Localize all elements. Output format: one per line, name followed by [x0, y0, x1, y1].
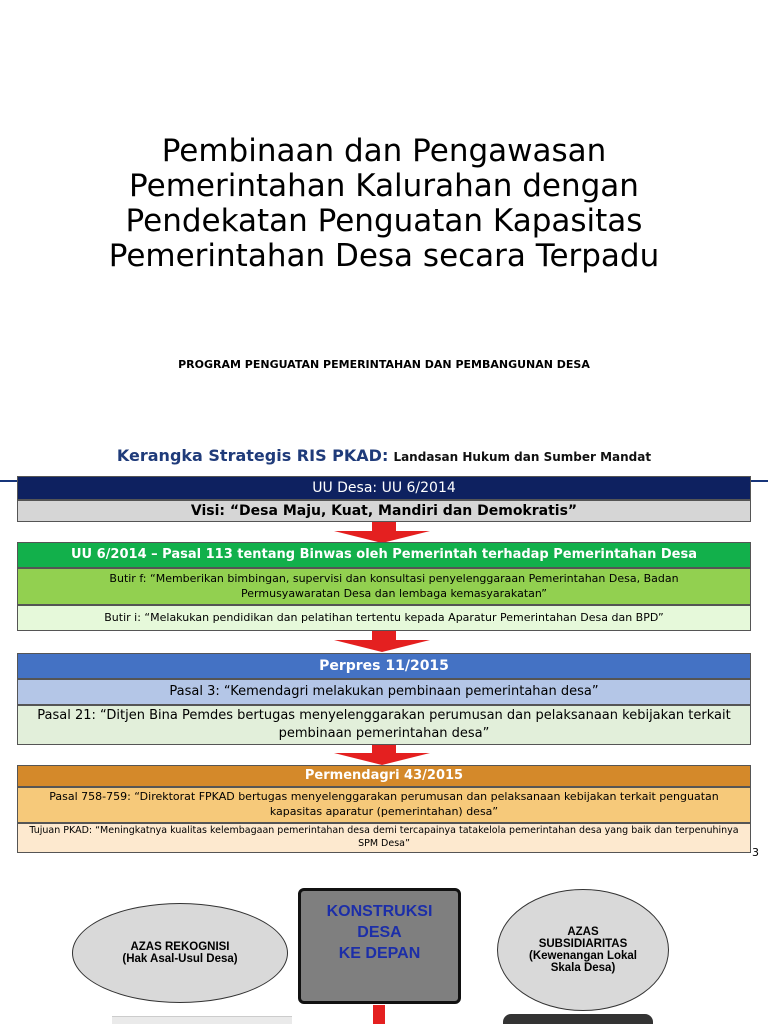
slide-title: [0, 134, 768, 274]
title-line-3: Pendekatan Penguatan Kapasitas: [125, 203, 643, 239]
perpres-header: Perpres 11/2015: [17, 653, 751, 679]
pasal21-box: Pasal 21: “Ditjen Bina Pemdes bertugas menyelenggarakan perumusan dan pelaksanaan kebijakan terkait pembinaan pemerintahan desa”: [17, 705, 751, 745]
butir-f-box: Butir f: “Memberikan bimbingan, supervisi dan konsultasi penyelenggaraan Pemerintahan Desa, Badan Permusyawaratan Desa dan lembaga kemasyarakatan”: [17, 568, 751, 605]
azas-rekognisi-oval: [72, 903, 288, 1003]
konstruksi-desa-box: [298, 888, 461, 1004]
konstruksi-line-1: KONSTRUKSI: [326, 903, 433, 920]
red-connector: [373, 1005, 385, 1024]
title-line-4: Pemerintahan Desa secara Terpadu: [108, 238, 660, 274]
bottom-right-decoration: [503, 1014, 653, 1024]
pasal113-header: UU 6/2014 – Pasal 113 tentang Binwas oleh Pemerintah terhadap Pemerintahan Desa: [17, 542, 751, 568]
azas-subsidiaritas-sub-1: (Kewenangan Lokal: [529, 950, 637, 962]
kerangka-heading: [0, 446, 768, 465]
bottom-left-decoration: [112, 1016, 292, 1024]
visi-box: Visi: “Desa Maju, Kuat, Mandiri dan Demokratis”: [17, 500, 751, 522]
konstruksi-line-2: DESA: [357, 924, 402, 941]
permendagri-header: Permendagri 43/2015: [17, 765, 751, 787]
kerangka-sub: Landasan Hukum dan Sumber Mandat: [393, 450, 652, 464]
uu-desa-header: UU Desa: UU 6/2014: [17, 476, 751, 500]
azas-subsidiaritas-title-2: SUBSIDIARITAS: [538, 938, 628, 950]
pasal758-box: Pasal 758-759: “Direktorat FPKAD bertugas menyelenggarakan perumusan dan pelaksanaan kebijakan terkait penguatan kapasitas aparatur (pemerintahan) desa”: [17, 787, 751, 823]
azas-subsidiaritas-title-1: AZAS: [567, 926, 599, 938]
tujuan-pkad-box: Tujuan PKAD: “Meningkatnya kualitas kelembagaan pemerintahan desa demi tercapainya tatakelola pemerintahan desa yang baik dan terpenuhinya SPM Desa”: [17, 823, 751, 853]
azas-rekognisi-sub: (Hak Asal-Usul Desa): [122, 953, 238, 965]
konstruksi-line-3: KE DEPAN: [338, 945, 421, 962]
page-number: 3: [752, 846, 759, 859]
azas-subsidiaritas-oval: [497, 889, 669, 1011]
program-subtitle: PROGRAM PENGUATAN PEMERINTAHAN DAN PEMBANGUNAN DESA: [178, 358, 590, 371]
kerangka-main: Kerangka Strategis RIS PKAD:: [116, 446, 389, 465]
azas-rekognisi-title: AZAS REKOGNISI: [130, 941, 230, 953]
title-line-2: Pemerintahan Kalurahan dengan: [129, 168, 639, 204]
butir-i-box: Butir i: “Melakukan pendidikan dan pelatihan tertentu kepada Aparatur Pemerintahan Desa dan BPD”: [17, 605, 751, 631]
pasal3-box: Pasal 3: “Kemendagri melakukan pembinaan pemerintahan desa”: [17, 679, 751, 705]
title-line-1: Pembinaan dan Pengawasan: [161, 133, 607, 169]
azas-subsidiaritas-sub-2: Skala Desa): [550, 962, 616, 974]
